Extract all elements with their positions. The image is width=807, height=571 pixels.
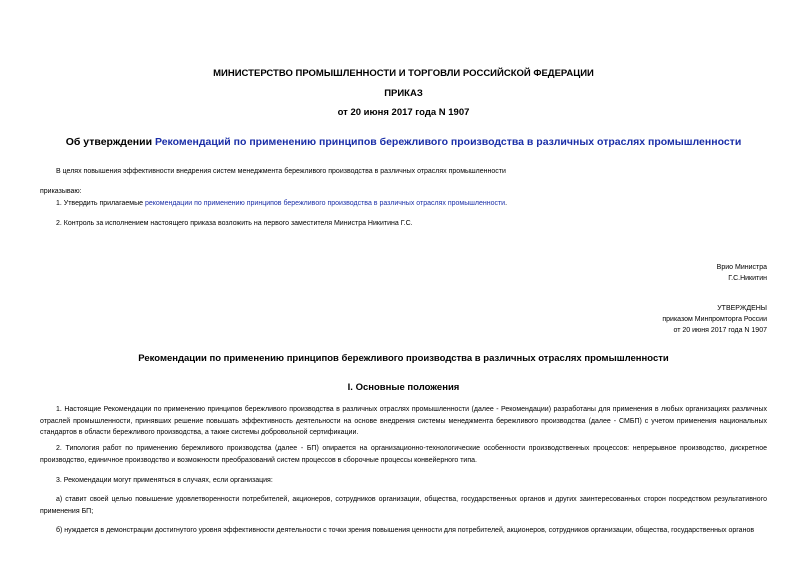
approval-heading: УТВЕРЖДЕНЫ [717,305,767,312]
paragraph-2: 2. Типология работ по применению бережливого производства (далее - БП) опирается на организационно-технологические особенности производственных процессов: непрерывное производство, дискретное производство, единичное производство и возможности преобразований систем процессов в сборочные процессы конвейерного типа. [40,445,767,464]
document-title-prefix: Об утверждении [65,136,155,148]
recommendations-title-link[interactable]: Рекомендаций по применению принципов бережливого производства в различных отраслях промышленности [154,136,742,148]
signature-position: Врио Министра [716,264,767,271]
preamble: В целях повышения эффективности внедрения систем менеджмента бережливого производства в различных отраслях промышленности [56,168,506,175]
recommendations-title: Рекомендации по применению принципов бережливого производства в различных отраслях промышленности [138,353,669,364]
paragraph-3b: б) нуждается в демонстрации достигнутого уровня эффективности деятельности с точки зрения повышения ценности для потребителей, акционеров, сотрудников организации, общества, государственных органов [56,527,755,534]
order-item-1-prefix: 1. Утвердить прилагаемые [56,200,145,207]
order-item-1 [56,198,507,210]
paragraph-3: 3. Рекомендации могут применяться в случаях, если организация: [56,477,273,484]
document-type: ПРИКАЗ [384,88,423,99]
document-title [0,136,807,148]
signature-name: Г.С.Никитин [728,275,767,282]
order-item-1-suffix: . [505,200,508,207]
recommendations-link[interactable]: рекомендации по применению принципов бережливого производства в различных отраслях промышленности [144,200,506,207]
order-item-2: 2. Контроль за исполнением настоящего приказа возложить на первого заместителя Министра Никитина Г.С. [56,220,413,227]
section-1-title: I. Основные положения [347,382,460,393]
approval-order: приказом Минпромторга России [662,316,767,323]
paragraph-1: 1. Настоящие Рекомендации по применению принципов бережливого производства в различных отраслях промышленности (далее - Рекомендации) разработаны для применения в любых организациях различных отраслей промышленности, принявших решение повышать эффективность деятельности на основе внедрения системы менеджмента бережливого производства (далее - СМБП) с учетом применения национальных стандартов в области бережливого производства, а также системы добровольной сертификации. [40,406,767,436]
ministry-name: МИНИСТЕРСТВО ПРОМЫШЛЕННОСТИ И ТОРГОВЛИ РОССИЙСКОЙ ФЕДЕРАЦИИ [213,68,594,79]
document-date-number: от 20 июня 2017 года N 1907 [337,107,470,118]
approval-date: от 20 июня 2017 года N 1907 [673,327,767,334]
paragraph-3a: а) ставит своей целью повышение удовлетворенности потребителей, акционеров, сотрудников организации, общества, государственных органов и других заинтересованных сторон посредством результативного применения БП; [40,496,767,515]
order-word: приказываю: [40,188,82,195]
